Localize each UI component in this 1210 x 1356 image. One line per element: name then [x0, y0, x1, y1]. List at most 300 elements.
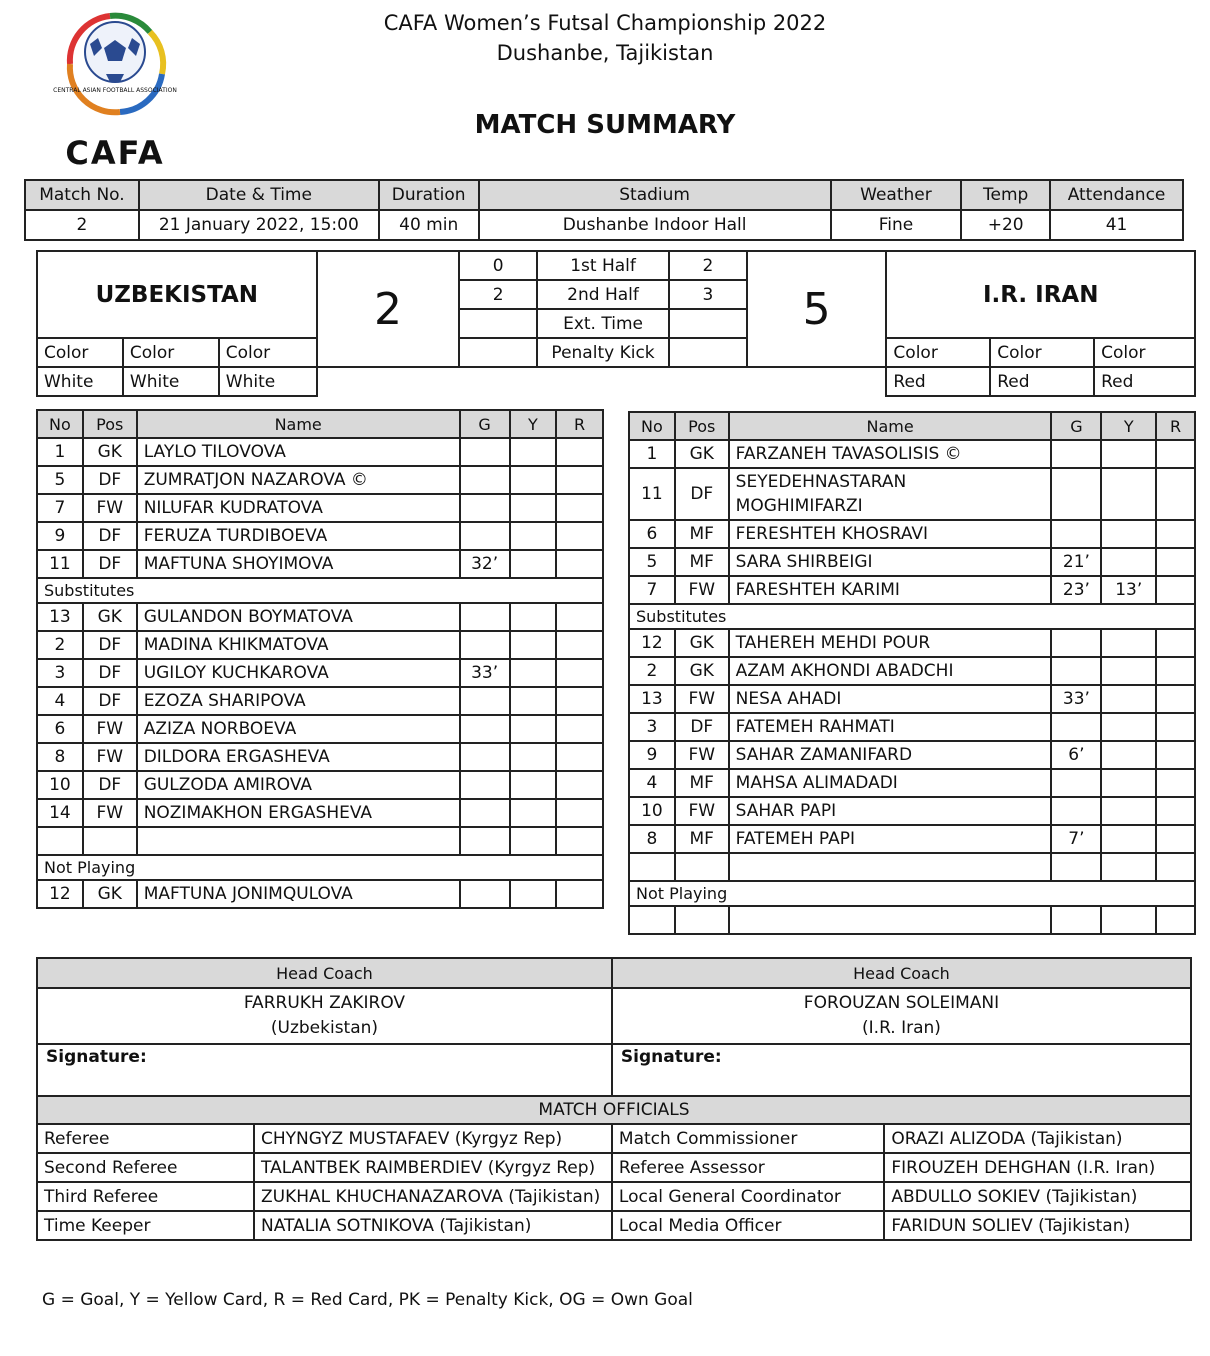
official-name: NATALIA SOTNIKOVA (Tajikistan): [254, 1211, 612, 1240]
col-pos: Pos: [83, 410, 137, 438]
player-no: 4: [37, 687, 83, 715]
label-temp: Temp: [961, 180, 1050, 210]
yellow-card-minute: [510, 743, 557, 771]
yellow-card-minute: [1101, 906, 1156, 934]
away-coach-label: Head Coach: [612, 958, 1191, 988]
red-card-minute: [1156, 685, 1195, 713]
home-color-label: Color: [123, 338, 219, 367]
legend: G = Goal, Y = Yellow Card, R = Red Card, PK = Penalty Kick, OG = Own Goal: [42, 1290, 693, 1310]
yellow-card-minute: 13’: [1101, 576, 1156, 604]
table-row: [37, 603, 603, 631]
official-row: [37, 1182, 1191, 1211]
official-row: [37, 1124, 1191, 1153]
red-card-minute: [1156, 440, 1195, 468]
substitutes-section: [37, 578, 603, 603]
col-yellow: Y: [1101, 412, 1156, 440]
championship-location: Dushanbe, Tajikistan: [496, 41, 714, 65]
goal-minute: 6’: [1051, 741, 1101, 769]
period-home: 0: [459, 251, 537, 280]
player-name: MAFTUNA JONIMQULOVA: [137, 880, 460, 908]
table-row: [37, 687, 603, 715]
col-no: No: [37, 410, 83, 438]
home-color-value: White: [123, 367, 219, 396]
home-roster-table: [36, 409, 604, 909]
weather: Fine: [831, 210, 962, 240]
player-pos: MF: [675, 769, 729, 797]
goal-minute: [1051, 853, 1101, 881]
table-row: [629, 520, 1195, 548]
goal-minute: [460, 522, 510, 550]
logo-wordmark: CAFA: [65, 134, 165, 172]
yellow-card-minute: [1101, 657, 1156, 685]
player-name: LAYLO TILOVOVA: [137, 438, 460, 466]
official-role: Second Referee: [37, 1153, 254, 1182]
player-name: FATEMEH RAHMATI: [729, 713, 1052, 741]
red-card-minute: [556, 438, 603, 466]
official-role: Referee Assessor: [612, 1153, 884, 1182]
player-pos: FW: [675, 685, 729, 713]
goal-minute: [460, 715, 510, 743]
not-playing-section: [37, 855, 603, 880]
goal-minute: [1051, 440, 1101, 468]
table-row: [629, 853, 1195, 881]
period-home: 2: [459, 280, 537, 309]
table-row: [37, 494, 603, 522]
player-name: NILUFAR KUDRATOVA: [137, 494, 460, 522]
player-name: DILDORA ERGASHEVA: [137, 743, 460, 771]
match-info-header: [25, 180, 1183, 210]
table-row: [37, 438, 603, 466]
player-no: 12: [37, 880, 83, 908]
duration: 40 min: [379, 210, 479, 240]
player-pos: DF: [83, 550, 137, 578]
table-row: [37, 771, 603, 799]
goal-minute: [1051, 906, 1101, 934]
label-weather: Weather: [831, 180, 962, 210]
player-name: NOZIMAKHON ERGASHEVA: [137, 799, 460, 827]
player-name-line2: MOGHIMIFARZI: [735, 496, 863, 516]
away-color-label: Color: [1094, 338, 1195, 367]
goal-minute: 23’: [1051, 576, 1101, 604]
col-name: Name: [729, 412, 1052, 440]
table-row: [629, 629, 1195, 657]
home-color-value: White: [219, 367, 317, 396]
yellow-card-minute: [1101, 713, 1156, 741]
player-name: MAFTUNA SHOYIMOVA: [137, 550, 460, 578]
player-no: 5: [629, 548, 675, 576]
player-no: [37, 827, 83, 855]
player-name: GULANDON BOYMATOVA: [137, 603, 460, 631]
header-title: [380, 8, 830, 68]
cafa-logo: [50, 4, 180, 172]
player-no: 13: [629, 685, 675, 713]
date-time: 21 January 2022, 15:00: [139, 210, 379, 240]
table-row: [37, 827, 603, 855]
red-card-minute: [556, 631, 603, 659]
player-pos: DF: [83, 771, 137, 799]
player-no: 9: [629, 741, 675, 769]
coach-header-row: [37, 958, 1191, 988]
away-coach: [612, 988, 1191, 1044]
home-color-label: Color: [219, 338, 317, 367]
red-card-minute: [556, 715, 603, 743]
player-name: AZAM AKHONDI ABADCHI: [729, 657, 1052, 685]
official-name: ORAZI ALIZODA (Tajikistan): [884, 1124, 1191, 1153]
label-attendance: Attendance: [1050, 180, 1183, 210]
goal-minute: [460, 880, 510, 908]
table-row: [629, 825, 1195, 853]
player-pos: MF: [675, 548, 729, 576]
official-role: Third Referee: [37, 1182, 254, 1211]
red-card-minute: [1156, 906, 1195, 934]
yellow-card-minute: [510, 659, 557, 687]
player-pos: [675, 853, 729, 881]
col-goal: G: [460, 410, 510, 438]
officials-title: MATCH OFFICIALS: [37, 1096, 1191, 1124]
table-row: [629, 548, 1195, 576]
red-card-minute: [1156, 520, 1195, 548]
red-card-minute: [556, 799, 603, 827]
goal-minute: [1051, 713, 1101, 741]
red-card-minute: [1156, 825, 1195, 853]
player-name: FARESHTEH KARIMI: [729, 576, 1052, 604]
player-name: TAHEREH MEHDI POUR: [729, 629, 1052, 657]
official-row: [37, 1211, 1191, 1240]
yellow-card-minute: [1101, 468, 1156, 520]
goal-minute: [1051, 797, 1101, 825]
player-name: SAHAR PAPI: [729, 797, 1052, 825]
table-row: [37, 715, 603, 743]
yellow-card-minute: [510, 603, 557, 631]
official-name: CHYNGYZ MUSTAFAEV (Kyrgyz Rep): [254, 1124, 612, 1153]
player-no: 6: [37, 715, 83, 743]
col-pos: Pos: [675, 412, 729, 440]
yellow-card-minute: [1101, 440, 1156, 468]
goal-minute: 32’: [460, 550, 510, 578]
player-no: 8: [629, 825, 675, 853]
player-pos: DF: [83, 631, 137, 659]
table-row: [629, 685, 1195, 713]
player-pos: FW: [83, 743, 137, 771]
player-no: 14: [37, 799, 83, 827]
label-stadium: Stadium: [479, 180, 831, 210]
official-name: FARIDUN SOLIEV (Tajikistan): [884, 1211, 1191, 1240]
player-name: NESA AHADI: [729, 685, 1052, 713]
period-away: 2: [669, 251, 747, 280]
goal-minute: [1051, 520, 1101, 548]
yellow-card-minute: [510, 771, 557, 799]
player-name: [729, 468, 1052, 520]
away-score: 5: [747, 251, 887, 367]
yellow-card-minute: [1101, 769, 1156, 797]
red-card-minute: [1156, 713, 1195, 741]
period-away: 3: [669, 280, 747, 309]
player-no: 13: [37, 603, 83, 631]
red-card-minute: [556, 880, 603, 908]
player-no: 3: [629, 713, 675, 741]
player-no: 9: [37, 522, 83, 550]
red-card-minute: [1156, 769, 1195, 797]
player-name: FERESHTEH KHOSRAVI: [729, 520, 1052, 548]
score-table: [36, 250, 1196, 397]
red-card-minute: [556, 603, 603, 631]
red-card-minute: [556, 550, 603, 578]
red-card-minute: [556, 522, 603, 550]
away-team-name: I.R. IRAN: [886, 251, 1195, 338]
period-away: [669, 338, 747, 367]
player-name: UGILOY KUCHKAROVA: [137, 659, 460, 687]
signature-row: [37, 1044, 1191, 1096]
table-row: [629, 797, 1195, 825]
away-roster-header: [629, 412, 1195, 440]
player-pos: DF: [83, 659, 137, 687]
player-no: 11: [37, 550, 83, 578]
goal-minute: 33’: [460, 659, 510, 687]
not-playing-section: [629, 881, 1195, 906]
table-row: [37, 466, 603, 494]
goal-minute: [460, 799, 510, 827]
player-name: EZOZA SHARIPOVA: [137, 687, 460, 715]
goal-minute: [460, 743, 510, 771]
player-pos: DF: [83, 522, 137, 550]
official-name: ZUKHAL KHUCHANAZAROVA (Tajikistan): [254, 1182, 612, 1211]
goal-minute: [1051, 629, 1101, 657]
goal-minute: 21’: [1051, 548, 1101, 576]
red-card-minute: [556, 743, 603, 771]
player-pos: GK: [83, 880, 137, 908]
player-pos: GK: [675, 657, 729, 685]
red-card-minute: [1156, 797, 1195, 825]
player-pos: DF: [83, 687, 137, 715]
player-pos: GK: [675, 440, 729, 468]
player-pos: GK: [675, 629, 729, 657]
col-goal: G: [1051, 412, 1101, 440]
player-name: SAHAR ZAMANIFARD: [729, 741, 1052, 769]
table-row: [629, 657, 1195, 685]
period-home: [459, 338, 537, 367]
yellow-card-minute: [510, 715, 557, 743]
player-pos: FW: [675, 576, 729, 604]
table-row: [629, 906, 1195, 934]
officials-header-row: [37, 1096, 1191, 1124]
goal-minute: [460, 466, 510, 494]
page-title: MATCH SUMMARY: [474, 110, 736, 140]
away-roster-body: [629, 440, 1195, 934]
yellow-card-minute: [1101, 548, 1156, 576]
official-name: FIROUZEH DEHGHAN (I.R. Iran): [884, 1153, 1191, 1182]
player-pos: DF: [675, 468, 729, 520]
yellow-card-minute: [510, 438, 557, 466]
table-row: [629, 713, 1195, 741]
player-no: 3: [37, 659, 83, 687]
yellow-card-minute: [1101, 520, 1156, 548]
football-logo-icon: [50, 4, 180, 129]
coaches-officials-table: [36, 957, 1192, 1241]
not-playing-section-label: Not Playing: [37, 855, 603, 880]
player-pos: DF: [675, 713, 729, 741]
red-card-minute: [1156, 741, 1195, 769]
yellow-card-minute: [1101, 629, 1156, 657]
period-label: 2nd Half: [537, 280, 669, 309]
player-pos: MF: [675, 520, 729, 548]
goal-minute: [460, 687, 510, 715]
player-name-line1: SEYEDEHNASTARAN: [735, 472, 907, 492]
player-name: MAHSA ALIMADADI: [729, 769, 1052, 797]
player-pos: GK: [83, 603, 137, 631]
table-row: [37, 799, 603, 827]
player-pos: FW: [83, 494, 137, 522]
player-pos: DF: [83, 466, 137, 494]
col-yellow: Y: [510, 410, 557, 438]
championship-name: CAFA Women’s Futsal Championship 2022: [383, 11, 827, 35]
match-info-table: [24, 179, 1184, 241]
goal-minute: [460, 494, 510, 522]
goal-minute: 7’: [1051, 825, 1101, 853]
home-team-name: UZBEKISTAN: [37, 251, 317, 338]
red-card-minute: [556, 771, 603, 799]
away-signature-label: Signature:: [612, 1044, 1191, 1096]
table-row: [37, 550, 603, 578]
yellow-card-minute: [1101, 741, 1156, 769]
player-name: MADINA KHIKMATOVA: [137, 631, 460, 659]
player-no: 8: [37, 743, 83, 771]
goal-minute: [460, 631, 510, 659]
player-pos: FW: [83, 715, 137, 743]
red-card-minute: [1156, 629, 1195, 657]
red-card-minute: [556, 827, 603, 855]
home-color-label: Color: [37, 338, 123, 367]
yellow-card-minute: [1101, 797, 1156, 825]
home-coach-name: FARRUKH ZAKIROV: [243, 993, 406, 1013]
player-pos: [83, 827, 137, 855]
player-no: 12: [629, 629, 675, 657]
table-row: [37, 659, 603, 687]
player-no: [629, 906, 675, 934]
player-no: 10: [629, 797, 675, 825]
temp: +20: [961, 210, 1050, 240]
red-card-minute: [556, 659, 603, 687]
player-name: [729, 906, 1052, 934]
player-name: ZUMRATJON NAZAROVA ©: [137, 466, 460, 494]
table-row: [629, 468, 1195, 520]
red-card-minute: [1156, 657, 1195, 685]
period-label: 1st Half: [537, 251, 669, 280]
table-row: [629, 741, 1195, 769]
col-red: R: [1156, 412, 1195, 440]
away-coach-name: FOROUZAN SOLEIMANI: [803, 993, 1000, 1013]
red-card-minute: [556, 494, 603, 522]
official-role: Local Media Officer: [612, 1211, 884, 1240]
player-no: 6: [629, 520, 675, 548]
player-no: 7: [629, 576, 675, 604]
player-name: SARA SHIRBEIGI: [729, 548, 1052, 576]
player-name: FARZANEH TAVASOLISIS ©: [729, 440, 1052, 468]
table-row: [629, 576, 1195, 604]
player-no: 4: [629, 769, 675, 797]
official-row: [37, 1153, 1191, 1182]
goal-minute: [460, 438, 510, 466]
yellow-card-minute: [1101, 853, 1156, 881]
yellow-card-minute: [510, 550, 557, 578]
match-no: 2: [25, 210, 139, 240]
player-name: AZIZA NORBOEVA: [137, 715, 460, 743]
away-coach-country: (I.R. Iran): [862, 1018, 941, 1038]
player-no: 1: [37, 438, 83, 466]
goal-minute: [460, 771, 510, 799]
home-color-value: White: [37, 367, 123, 396]
home-coach-label: Head Coach: [37, 958, 612, 988]
period-label: Ext. Time: [537, 309, 669, 338]
col-no: No: [629, 412, 675, 440]
table-row: [629, 440, 1195, 468]
period-home: [459, 309, 537, 338]
officials-body: [37, 1124, 1191, 1240]
col-name: Name: [137, 410, 460, 438]
away-color-value: Red: [886, 367, 990, 396]
goal-minute: [460, 603, 510, 631]
red-card-minute: [1156, 853, 1195, 881]
match-info-values: [25, 210, 1183, 240]
period-label: Penalty Kick: [537, 338, 669, 367]
home-signature-label: Signature:: [37, 1044, 612, 1096]
yellow-card-minute: [510, 827, 557, 855]
official-role: Local General Coordinator: [612, 1182, 884, 1211]
player-pos: FW: [83, 799, 137, 827]
player-pos: FW: [675, 797, 729, 825]
yellow-card-minute: [510, 494, 557, 522]
yellow-card-minute: [1101, 685, 1156, 713]
player-no: 10: [37, 771, 83, 799]
home-coach: [37, 988, 612, 1044]
goal-minute: [1051, 657, 1101, 685]
home-score: 2: [317, 251, 460, 367]
substitutes-section-label: Substitutes: [629, 604, 1195, 629]
yellow-card-minute: [510, 799, 557, 827]
player-pos: [675, 906, 729, 934]
goal-minute: [1051, 769, 1101, 797]
substitutes-section-label: Substitutes: [37, 578, 603, 603]
not-playing-section-label: Not Playing: [629, 881, 1195, 906]
table-row: [37, 522, 603, 550]
svg-text:CENTRAL ASIAN FOOTBALL ASSOCIA: CENTRAL ASIAN FOOTBALL ASSOCIATION: [53, 87, 177, 94]
home-coach-country: (Uzbekistan): [270, 1018, 379, 1038]
yellow-card-minute: [510, 466, 557, 494]
away-color-label: Color: [886, 338, 990, 367]
goal-minute: 33’: [1051, 685, 1101, 713]
player-no: 2: [629, 657, 675, 685]
player-no: 2: [37, 631, 83, 659]
yellow-card-minute: [510, 687, 557, 715]
table-row: [37, 880, 603, 908]
official-name: ABDULLO SOKIEV (Tajikistan): [884, 1182, 1191, 1211]
red-card-minute: [556, 687, 603, 715]
official-name: TALANTBEK RAIMBERDIEV (Kyrgyz Rep): [254, 1153, 612, 1182]
stadium: Dushanbe Indoor Hall: [479, 210, 831, 240]
label-date-time: Date & Time: [139, 180, 379, 210]
player-name: [729, 853, 1052, 881]
official-role: Time Keeper: [37, 1211, 254, 1240]
player-name: FERUZA TURDIBOEVA: [137, 522, 460, 550]
yellow-card-minute: [510, 631, 557, 659]
red-card-minute: [556, 466, 603, 494]
coach-name-row: [37, 988, 1191, 1044]
player-no: 7: [37, 494, 83, 522]
player-name: [137, 827, 460, 855]
home-roster-header: [37, 410, 603, 438]
away-color-label: Color: [990, 338, 1094, 367]
away-color-value: Red: [1094, 367, 1195, 396]
away-roster-table: [628, 411, 1196, 935]
